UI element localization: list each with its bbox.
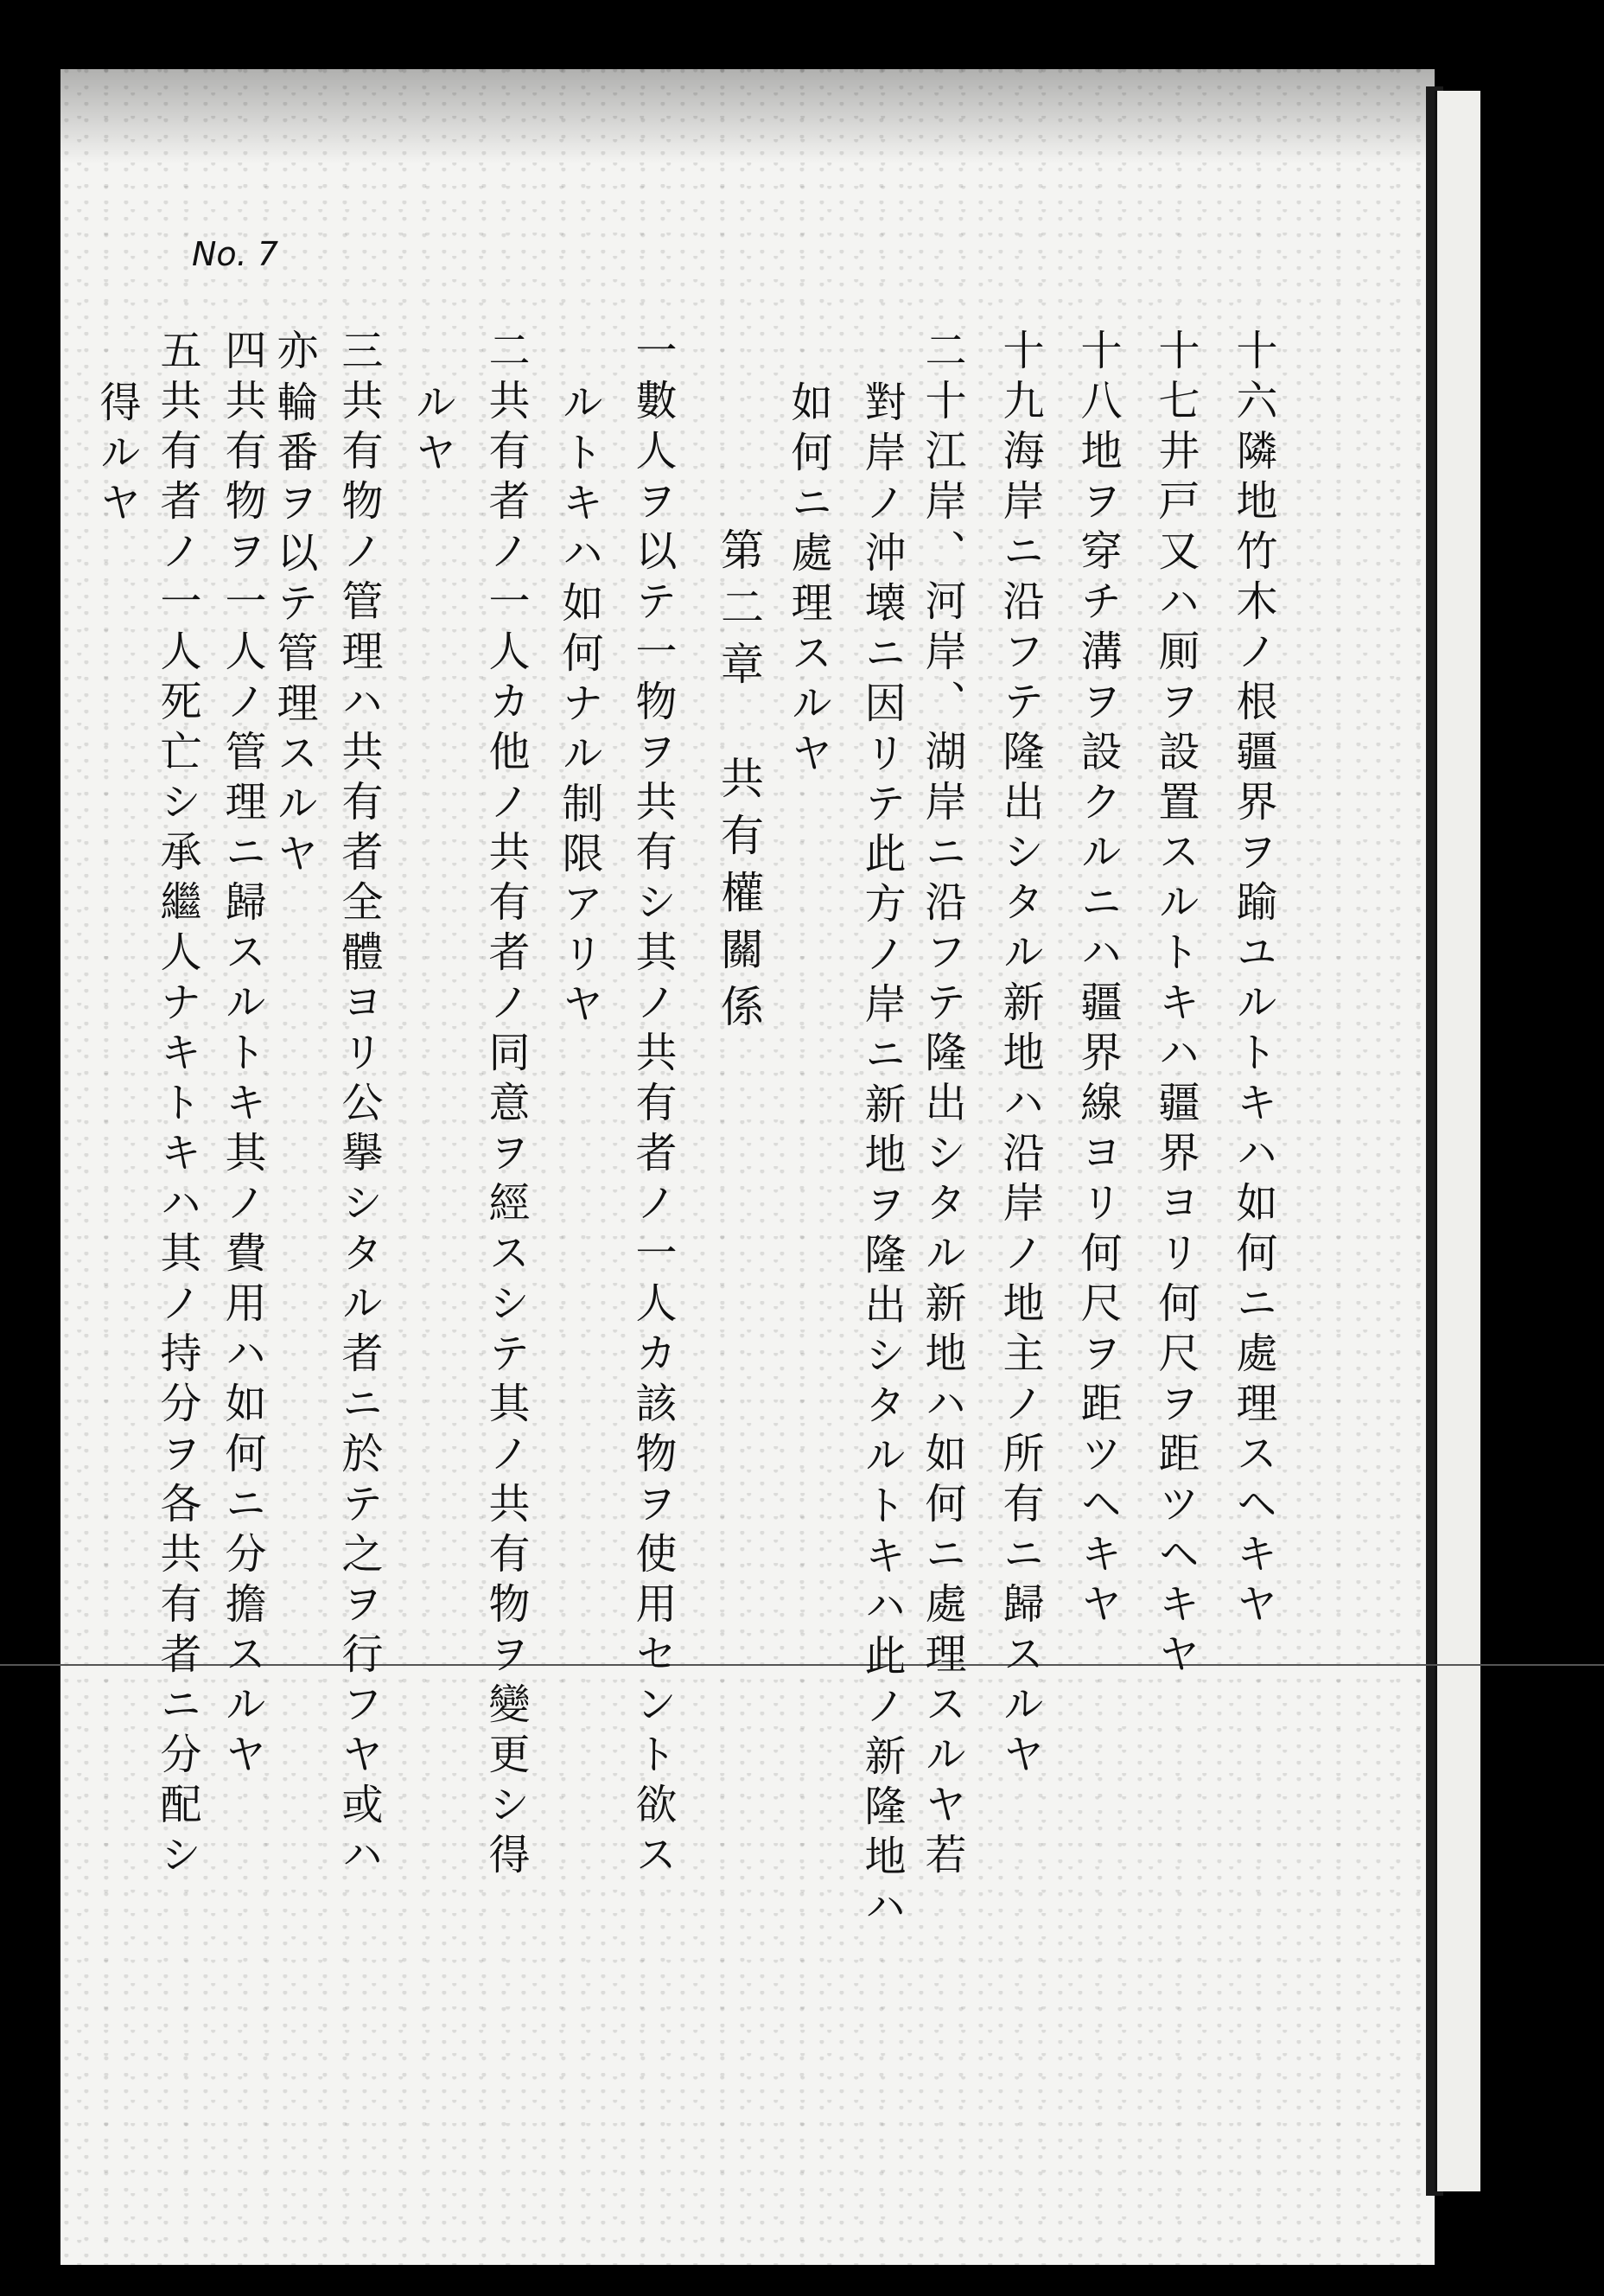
item-3-continued xyxy=(268,380,320,882)
question-marker: 十七 xyxy=(1151,328,1200,429)
item-marker: 一 xyxy=(628,328,677,379)
item-2-continued xyxy=(406,380,458,481)
item-text: 共有者ノ一人カ他ノ共有者ノ同意ヲ經スシテ其ノ共有物ヲ變更シ得 xyxy=(481,379,530,1883)
item-3 xyxy=(333,328,385,1883)
question-text: 隣地竹木ノ根疆界ヲ踰ユルトキハ如何ニ處理スヘキヤ xyxy=(1229,429,1277,1632)
question-text: 地ヲ穿チ溝ヲ設クルニハ疆界線ヨリ何尺ヲ距ツヘキヤ xyxy=(1073,429,1122,1632)
item-text: 輪番ヲ以テ管理スルヤ xyxy=(270,380,318,882)
chapter-title: 第二章 xyxy=(714,527,764,698)
question-marker: 十八 xyxy=(1073,328,1122,429)
item-text: 共有者ノ一人死亡シ承繼人ナキトキハ其ノ持分ヲ各共有者ニ分配シ xyxy=(153,379,201,1883)
question-17 xyxy=(1149,328,1201,1682)
item-1 xyxy=(627,328,678,1883)
item-1-continued xyxy=(553,380,605,1032)
item-text: ルヤ xyxy=(408,380,456,481)
page-number-stamp: No. 7 xyxy=(192,235,279,273)
item-text: ルトキハ如何ナル制限アリヤ xyxy=(555,380,603,1032)
item-3-continued-2 xyxy=(268,328,320,379)
question-text: 井戸又ハ厠ヲ設置スルトキハ疆界ヨリ何尺ヲ距ツヘキヤ xyxy=(1151,429,1200,1682)
question-marker: 十六 xyxy=(1229,328,1277,429)
item-text: 數人ヲ以テ一物ヲ共有シ其ノ共有者ノ一人カ該物ヲ使用セント欲ス xyxy=(628,379,677,1883)
item-text: 共有物ヲ一人ノ管理ニ歸スルトキ其ノ費用ハ如何ニ分擔スルヤ xyxy=(218,379,266,1783)
question-text: 海岸ニ沿フテ隆出シタル新地ハ沿岸ノ地主ノ所有ニ歸スルヤ xyxy=(996,429,1044,1783)
item-marker: 三 xyxy=(334,328,383,379)
question-20 xyxy=(916,328,968,1883)
question-text: 江岸、河岸、湖岸ニ沿フテ隆出シタル新地ハ如何ニ處理スルヤ若 xyxy=(918,429,966,1883)
item-text: 共有物ノ管理ハ共有者全體ヨリ公擧シタル者ニ於テ之ヲ行フヤ或ハ xyxy=(334,379,383,1883)
item-4 xyxy=(216,328,268,1783)
question-marker: 十九 xyxy=(996,328,1044,429)
question-20-continued xyxy=(856,380,907,1935)
question-16 xyxy=(1227,328,1279,1632)
item-marker: 五 xyxy=(153,328,201,379)
question-18 xyxy=(1072,328,1123,1632)
item-text: 亦 xyxy=(270,328,318,379)
item-2 xyxy=(480,328,531,1883)
item-marker: 二 xyxy=(481,328,530,379)
question-marker: 二十 xyxy=(918,328,966,429)
adjacent-page-edge xyxy=(1435,91,1480,2191)
item-marker: 四 xyxy=(218,328,266,379)
question-20-continued-2 xyxy=(782,380,834,781)
question-text: 如何ニ處理スルヤ xyxy=(784,380,832,781)
item-text: 得ルヤ xyxy=(92,380,141,531)
chapter-heading xyxy=(713,527,765,1041)
item-5-continued xyxy=(91,380,143,531)
chapter-subtitle: 共有權關係 xyxy=(714,756,764,1041)
item-5 xyxy=(151,328,203,1883)
question-text: 對岸ノ沖壊ニ因リテ此方ノ岸ニ新地ヲ隆出シタルトキハ此ノ新隆地ハ xyxy=(857,380,906,1935)
question-19 xyxy=(994,328,1046,1783)
